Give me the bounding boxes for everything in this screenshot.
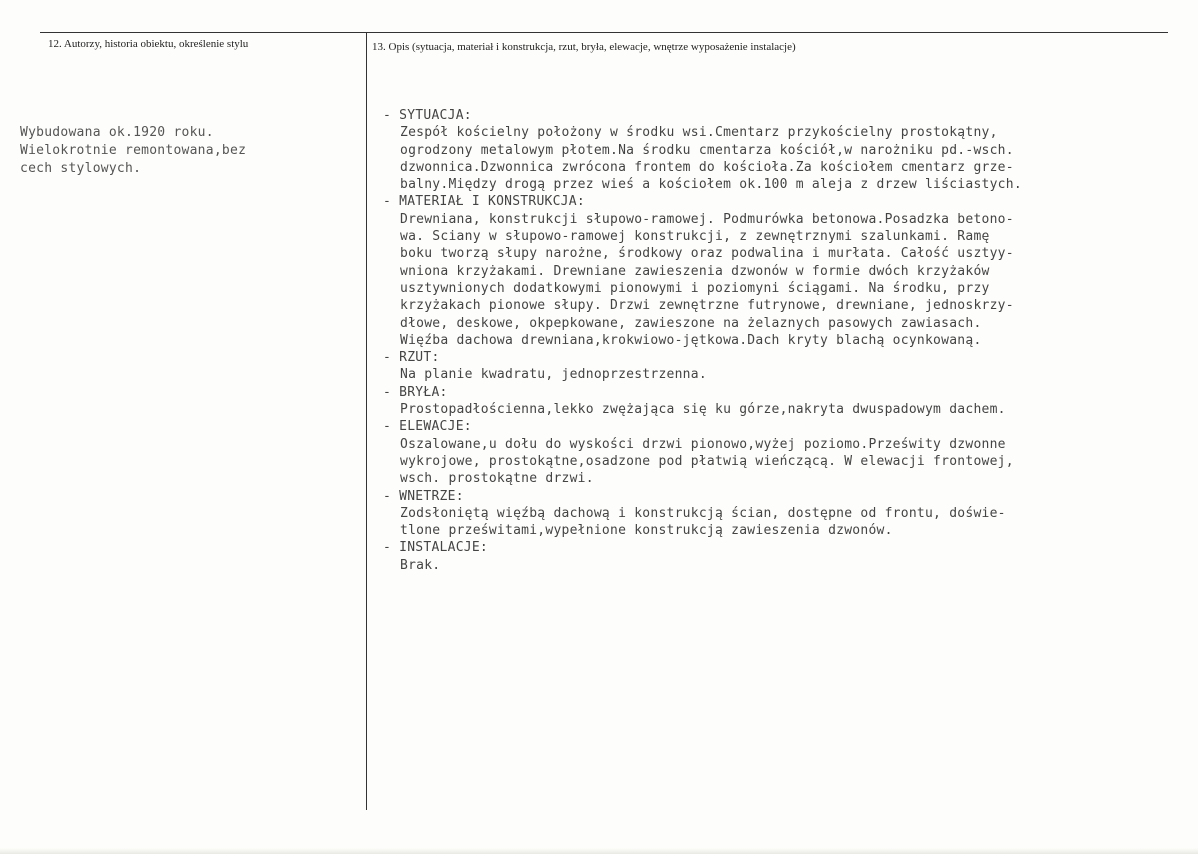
section-title: - INSTALACJE: [383, 540, 488, 556]
text-line: wa. Sciany w słupowo-ramowej konstrukcji, z zewnętrznymi szalunkami. Ramę [400, 229, 990, 245]
text-line: Brak. [400, 557, 441, 573]
section-title: - ELEWACJE: [383, 419, 472, 435]
history-text [20, 124, 350, 178]
text-line: Prostopadłościenna,lekko zwężająca się ku górze,nakryta dwuspadowym dachem. [400, 402, 1006, 418]
text-line: Na planie kwadratu, jednoprzestrzenna. [400, 367, 707, 383]
text-line: usztywnionych dodatkowymi pionowymi i poziomyni ściągami. Na środku, przy [400, 280, 990, 296]
text-line: wykrojowe, prostokątne,osadzone pod płatwią wieńczącą. W elewacji frontowej, [400, 453, 1014, 469]
section-wnetrze [383, 488, 1193, 540]
field-12-label: 12. Autorzy, historia obiektu, określenie stylu [48, 38, 249, 50]
column-divider [366, 32, 367, 810]
section-sytuacja [383, 107, 1193, 193]
history-line: cech stylowych. [20, 161, 142, 176]
section-title: - WNETRZE: [383, 488, 464, 504]
section-body [383, 211, 1193, 349]
text-line: wniona krzyżakami. Drewniane zawieszenia dzwonów w formie dwóch krzyżaków [400, 263, 990, 279]
section-body [383, 505, 1193, 540]
text-line: Oszalowane,u dołu do wyskości drzwi pionowo,wyżej poziomo.Prześwity dzwonne [400, 436, 1006, 452]
section-elewacje [383, 418, 1193, 487]
field-13-label: 13. Opis (sytuacja, materiał i konstrukcja, rzut, bryła, elewacje, wnętrze wyposażenie instalacje) [372, 41, 796, 53]
header-rule [40, 32, 1168, 33]
text-line: dłowe, deskowe, okpepkowane, zawieszone na żelaznych pasowych zawiasach. [400, 315, 982, 331]
text-line: boku tworzą słupy narożne, środkowy oraz podwalina i murłata. Całość usztyy- [400, 246, 1014, 262]
history-line: Wielokrotnie remontowana,bez [20, 143, 247, 158]
section-rzut [383, 349, 1193, 384]
section-body [383, 436, 1193, 488]
text-line: Zodsłoniętą więźbą dachową i konstrukcją ścian, dostępne od frontu, doświe- [400, 505, 1006, 521]
section-title: - SYTUACJA: [383, 108, 472, 123]
section-instalacje [383, 539, 1193, 574]
section-material [383, 193, 1193, 349]
section-title: - RZUT: [383, 350, 440, 366]
section-title: - BRYŁA: [383, 384, 448, 400]
section-body [383, 366, 1193, 383]
text-line: krzyżakach pionowe słupy. Drzwi zewnętrzne futrynowe, drewniane, jednoskrzy- [400, 298, 1014, 314]
section-body [383, 124, 1193, 193]
text-line: wsch. prostokątne drzwi. [400, 471, 594, 487]
scan-edge [0, 848, 1198, 854]
section-body [383, 557, 1193, 574]
text-line: balny.Między drogą przez wieś a kościołem ok.100 m aleja z drzew liściastych. [400, 177, 1022, 193]
text-line: Drewniana, konstrukcji słupowo-ramowej. Podmurówka betonowa.Posadzka betono- [400, 211, 1014, 227]
history-line: Wybudowana ok.1920 roku. [20, 125, 214, 140]
text-line: Zespół kościelny położony w środku wsi.Cmentarz przykościelny prostokątny, [400, 125, 998, 141]
section-body [383, 401, 1193, 418]
section-bryla [383, 384, 1193, 419]
section-title: - MATERIAŁ I KONSTRUKCJA: [383, 194, 585, 210]
description-text [383, 107, 1193, 574]
text-line: dzwonnica.Dzwonnica zwrócona frontem do kościoła.Za kościołem cmentarz grze- [400, 159, 1014, 175]
text-line: ogrodzony metalowym płotem.Na środku cmentarza kościół,w narożniku pd.-wsch. [400, 142, 1014, 158]
text-line: tlone prześwitami,wypełnione konstrukcją zawieszenia dzwonów. [400, 523, 893, 539]
text-line: Więźba dachowa drewniana,krokwiowo-jętkowa.Dach kryty blachą ocynkowaną. [400, 332, 982, 348]
